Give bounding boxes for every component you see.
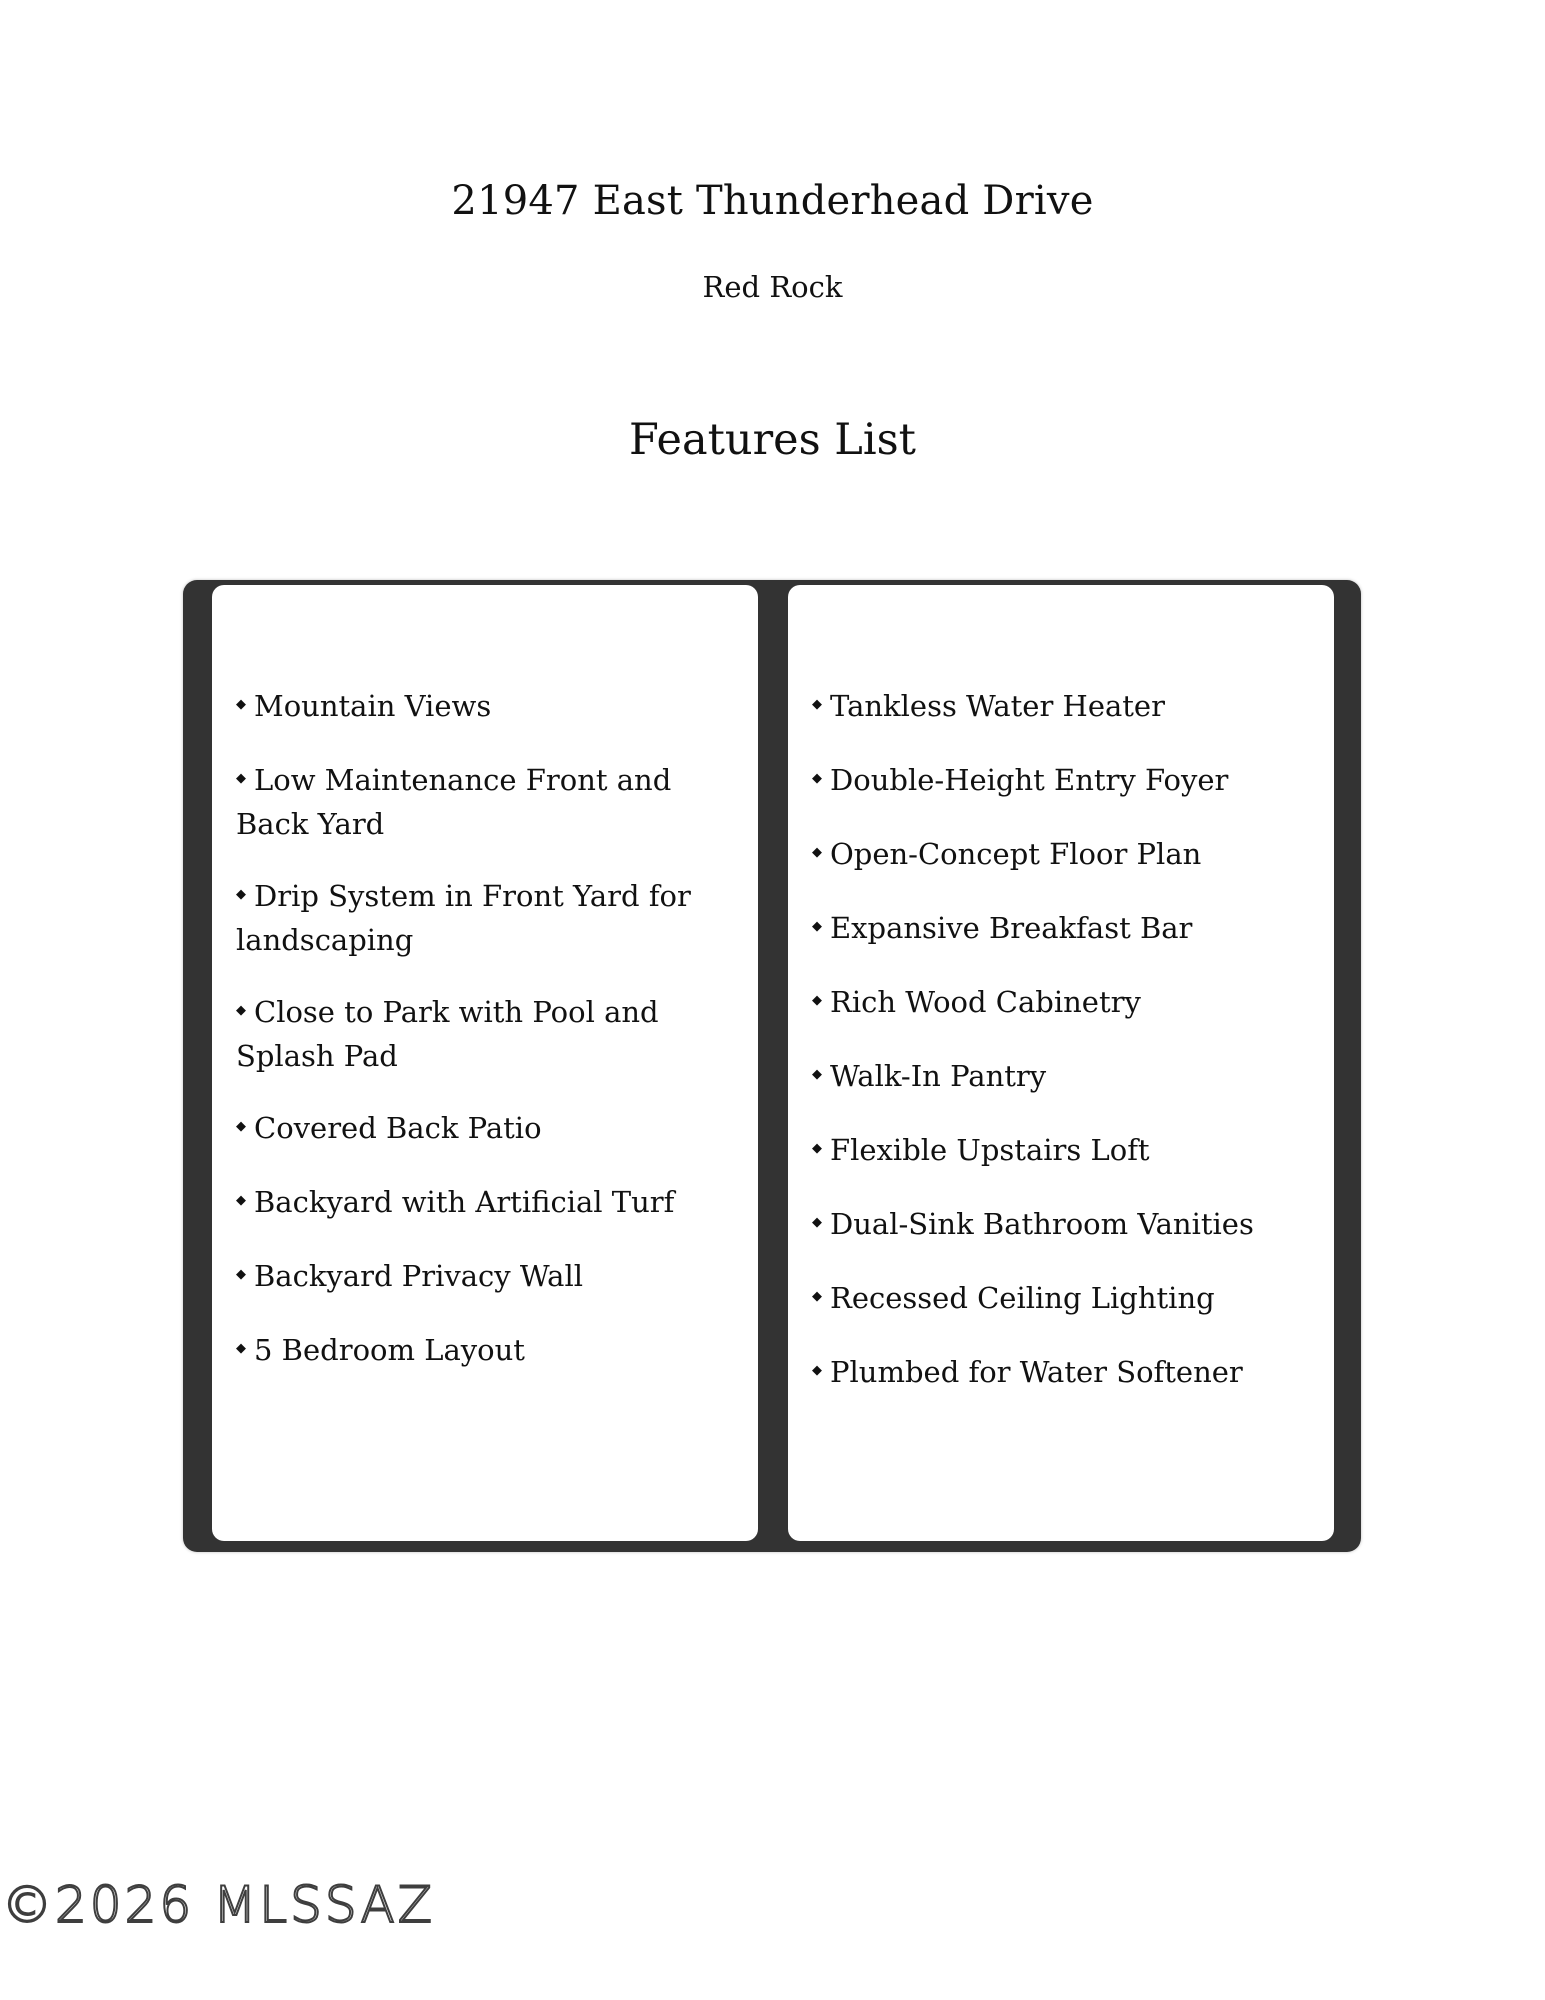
diamond-bullet-icon: ◆ bbox=[236, 697, 246, 712]
feature-label: Plumbed for Water Softener bbox=[830, 1355, 1243, 1389]
property-city: Red Rock bbox=[702, 270, 843, 304]
feature-item bbox=[812, 685, 1304, 729]
feature-label: Open-Concept Floor Plan bbox=[830, 837, 1202, 871]
features-column-right bbox=[788, 585, 1334, 1541]
feature-label: 5 Bedroom Layout bbox=[254, 1333, 525, 1367]
feature-item bbox=[812, 1129, 1304, 1173]
feature-item bbox=[812, 1055, 1304, 1099]
feature-item bbox=[236, 759, 728, 845]
diamond-bullet-icon: ◆ bbox=[812, 993, 822, 1008]
copyright-watermark: ©2026 MLSSAZ bbox=[2, 1876, 435, 1934]
feature-label: Dual-Sink Bathroom Vanities bbox=[830, 1207, 1254, 1241]
feature-label: Covered Back Patio bbox=[254, 1111, 542, 1145]
diamond-bullet-icon: ◆ bbox=[812, 845, 822, 860]
diamond-bullet-icon: ◆ bbox=[812, 919, 822, 934]
feature-item bbox=[236, 1255, 728, 1299]
diamond-bullet-icon: ◆ bbox=[236, 1341, 246, 1356]
diamond-bullet-icon: ◆ bbox=[812, 697, 822, 712]
feature-item bbox=[812, 1351, 1304, 1395]
feature-item bbox=[236, 1107, 728, 1151]
feature-item bbox=[236, 875, 728, 961]
feature-label: Mountain Views bbox=[254, 689, 492, 723]
feature-label: Double-Height Entry Foyer bbox=[830, 763, 1229, 797]
feature-label: Backyard with Artificial Turf bbox=[254, 1185, 675, 1219]
feature-label: Tankless Water Heater bbox=[830, 689, 1165, 723]
diamond-bullet-icon: ◆ bbox=[812, 1215, 822, 1230]
feature-label: Low Maintenance Front and Back Yard bbox=[236, 763, 672, 841]
diamond-bullet-icon: ◆ bbox=[812, 1363, 822, 1378]
feature-item bbox=[812, 759, 1304, 803]
feature-item bbox=[812, 1203, 1304, 1247]
features-list-title: Features List bbox=[629, 415, 916, 465]
diamond-bullet-icon: ◆ bbox=[812, 1141, 822, 1156]
feature-item bbox=[236, 685, 728, 729]
feature-item bbox=[812, 981, 1304, 1025]
diamond-bullet-icon: ◆ bbox=[236, 887, 246, 902]
feature-item bbox=[812, 1277, 1304, 1321]
feature-label: Flexible Upstairs Loft bbox=[830, 1133, 1150, 1167]
feature-item bbox=[236, 1181, 728, 1225]
diamond-bullet-icon: ◆ bbox=[812, 771, 822, 786]
diamond-bullet-icon: ◆ bbox=[236, 1267, 246, 1282]
diamond-bullet-icon: ◆ bbox=[236, 1119, 246, 1134]
features-column-left bbox=[212, 585, 758, 1541]
feature-label: Expansive Breakfast Bar bbox=[830, 911, 1193, 945]
feature-label: Close to Park with Pool and Splash Pad bbox=[236, 995, 659, 1073]
diamond-bullet-icon: ◆ bbox=[812, 1067, 822, 1082]
diamond-bullet-icon: ◆ bbox=[236, 1193, 246, 1208]
feature-label: Drip System in Front Yard for landscaping bbox=[236, 879, 691, 957]
feature-item bbox=[236, 991, 728, 1077]
diamond-bullet-icon: ◆ bbox=[812, 1289, 822, 1304]
features-frame bbox=[183, 580, 1361, 1552]
feature-label: Walk-In Pantry bbox=[830, 1059, 1047, 1093]
feature-item bbox=[812, 907, 1304, 951]
diamond-bullet-icon: ◆ bbox=[236, 1003, 246, 1018]
property-address: 21947 East Thunderhead Drive bbox=[451, 178, 1094, 224]
feature-item bbox=[812, 833, 1304, 877]
diamond-bullet-icon: ◆ bbox=[236, 771, 246, 786]
feature-label: Rich Wood Cabinetry bbox=[830, 985, 1141, 1019]
feature-item bbox=[236, 1329, 728, 1373]
feature-label: Recessed Ceiling Lighting bbox=[830, 1281, 1215, 1315]
feature-label: Backyard Privacy Wall bbox=[254, 1259, 584, 1293]
